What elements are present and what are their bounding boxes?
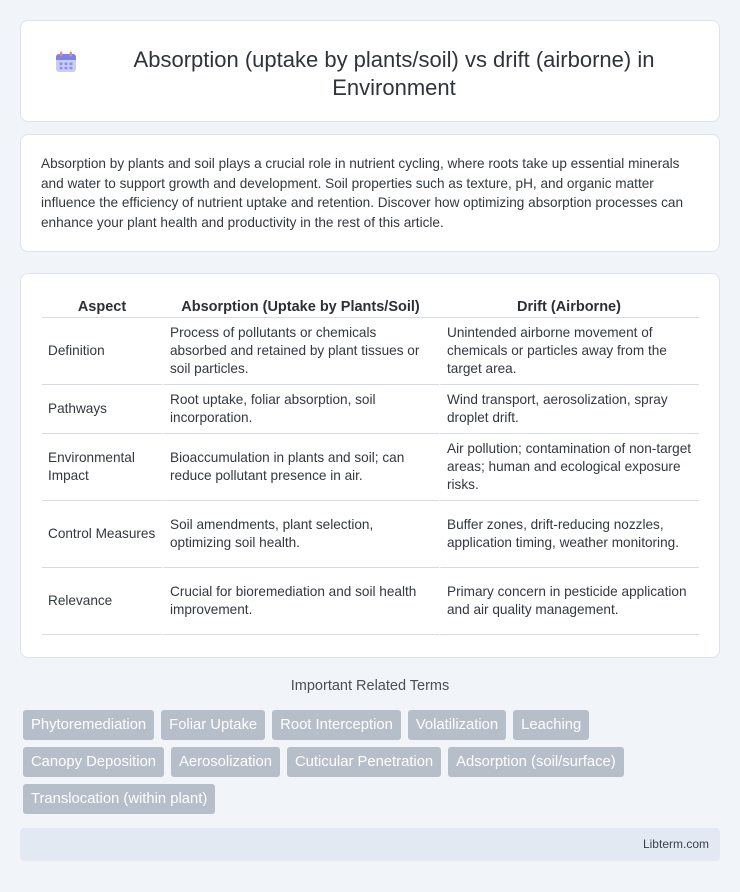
cell-aspect: Pathways <box>42 385 162 434</box>
cell-aspect: Definition <box>42 318 162 385</box>
header-drift: Drift (Airborne) <box>439 294 699 318</box>
cell-drift: Unintended airborne movement of chemicals or particles away from the target area. <box>439 318 699 385</box>
related-terms-heading: Important Related Terms <box>290 678 450 694</box>
related-term-tag[interactable]: Canopy Deposition <box>23 747 164 777</box>
intro-paragraph: Absorption by plants and soil plays a crucial role in nutrient cycling, where roots take up essential minerals and water to support growth and development. Soil properties such as texture, pH, and organic matter influence the efficiency of nutrient uptake and retention. Discover how optimizing absorption processes can enhance your plant health and productivity in the rest of this article. <box>41 156 684 230</box>
page-title: Absorption (uptake by plants/soil) vs drift (airborne) in Environment <box>133 47 655 100</box>
related-term-tag[interactable]: Adsorption (soil/surface) <box>448 747 624 777</box>
related-term-tag[interactable]: Root Interception <box>272 710 401 740</box>
comparison-card <box>20 273 720 658</box>
related-term-tag[interactable]: Phytoremediation <box>23 710 154 740</box>
cell-absorption: Crucial for bioremediation and soil health improvement. <box>162 568 439 635</box>
related-term-tag[interactable]: Foliar Uptake <box>161 710 265 740</box>
cell-aspect: Relevance <box>42 568 162 635</box>
footer-bar <box>20 828 720 861</box>
table-row <box>42 318 699 385</box>
related-term-tag[interactable]: Leaching <box>513 710 589 740</box>
related-term-tag[interactable]: Cuticular Penetration <box>287 747 441 777</box>
cell-drift: Wind transport, aerosolization, spray droplet drift. <box>439 385 699 434</box>
intro-card <box>20 134 720 252</box>
cell-drift: Primary concern in pesticide application and air quality management. <box>439 568 699 635</box>
table-row <box>42 501 699 568</box>
cell-absorption: Bioaccumulation in plants and soil; can reduce pollutant presence in air. <box>162 434 439 501</box>
table-header-row <box>42 294 699 318</box>
related-term-tag[interactable]: Volatilization <box>408 710 506 740</box>
cell-absorption: Soil amendments, plant selection, optimizing soil health. <box>162 501 439 568</box>
table-row <box>42 568 699 635</box>
table-row <box>42 385 699 434</box>
comparison-table <box>42 294 699 635</box>
cell-drift: Buffer zones, drift-reducing nozzles, application timing, weather monitoring. <box>439 501 699 568</box>
cell-absorption: Root uptake, foliar absorption, soil incorporation. <box>162 385 439 434</box>
header-aspect: Aspect <box>42 294 162 318</box>
cell-drift: Air pollution; contamination of non-target areas; human and ecological exposure risks. <box>439 434 699 501</box>
footer-site-link[interactable]: Libterm.com <box>642 837 709 851</box>
cell-absorption: Process of pollutants or chemicals absorbed and retained by plant tissues or soil particles. <box>162 318 439 385</box>
related-term-tag[interactable]: Aerosolization <box>171 747 280 777</box>
cell-aspect: Environmental Impact <box>42 434 162 501</box>
related-term-tag[interactable]: Translocation (within plant) <box>23 784 215 814</box>
title-row <box>21 21 719 102</box>
header-absorption: Absorption (Uptake by Plants/Soil) <box>162 294 439 318</box>
title-card <box>20 20 720 122</box>
related-terms-list <box>23 710 703 821</box>
calendar-icon <box>55 51 77 73</box>
cell-aspect: Control Measures <box>42 501 162 568</box>
table-row <box>42 434 699 501</box>
